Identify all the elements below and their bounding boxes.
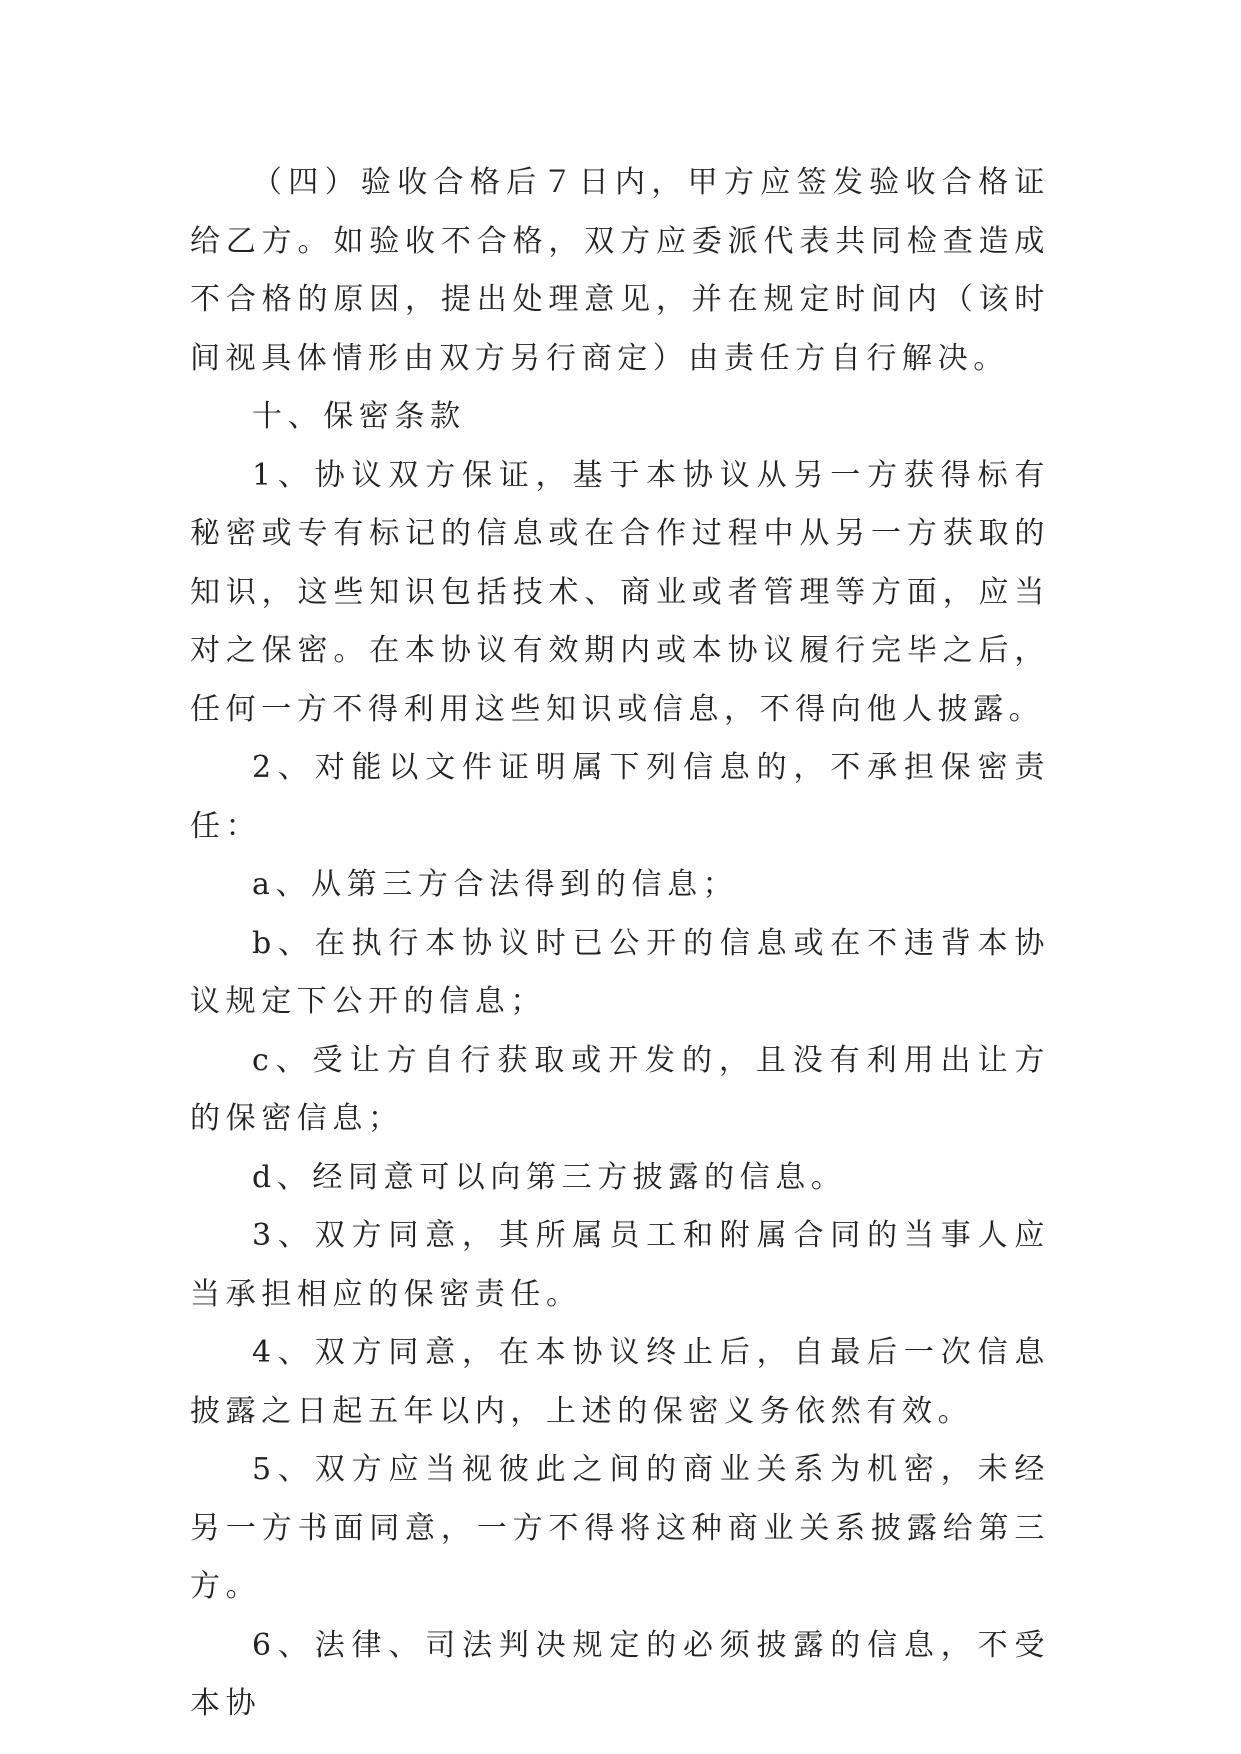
paragraph-item-b: b、在执行本协议时已公开的信息或在不违背本协议规定下公开的信息； xyxy=(190,925,1050,1019)
paragraph-confidentiality-1: 1、协议双方保证，基于本协议从另一方获得标有秘密或专有标记的信息或在合作过程中从另一方获取的知识，这些知识包括技术、商业或者管理等方面，应当对之保密。在本协议有效期内或本协议履行完毕之后，任何一方不得利用这些知识或信息，不得向他人披露。 xyxy=(190,457,1050,727)
paragraph-acceptance-4: （四）验收合格后７日内，甲方应签发验收合格证给乙方。如验收不合格，双方应委派代表共同检查造成不合格的原因，提出处理意见，并在规定时间内（该时间视具体情形由双方另行商定）由责任方自行解决。 xyxy=(190,165,1050,376)
paragraph-item-d: d、经同意可以向第三方披露的信息。 xyxy=(252,1159,847,1195)
paragraph-item-c: c、受让方自行获取或开发的，且没有利用出让方的保密信息； xyxy=(190,1042,1050,1136)
paragraph-confidentiality-3: 3、双方同意，其所属员工和附属合同的当事人应当承担相应的保密责任。 xyxy=(190,1218,1050,1312)
paragraph-confidentiality-6: 6、法律、司法判决规定的必须披露的信息，不受本协 xyxy=(190,1627,1050,1721)
section-heading-confidentiality: 十、保密条款 xyxy=(252,399,466,434)
paragraph-confidentiality-4: 4、双方同意，在本协议终止后，自最后一次信息披露之日起五年以内，上述的保密义务依然有效。 xyxy=(190,1335,1050,1429)
paragraph-confidentiality-2: 2、对能以文件证明属下列信息的，不承担保密责任： xyxy=(190,750,1050,844)
document-body xyxy=(190,154,1050,1734)
paragraph-item-a: a、从第三方合法得到的信息； xyxy=(252,867,739,902)
paragraph-confidentiality-5: 5、双方应当视彼此之间的商业关系为机密，未经另一方书面同意，一方不得将这种商业关系披露给第三方。 xyxy=(190,1452,1050,1604)
